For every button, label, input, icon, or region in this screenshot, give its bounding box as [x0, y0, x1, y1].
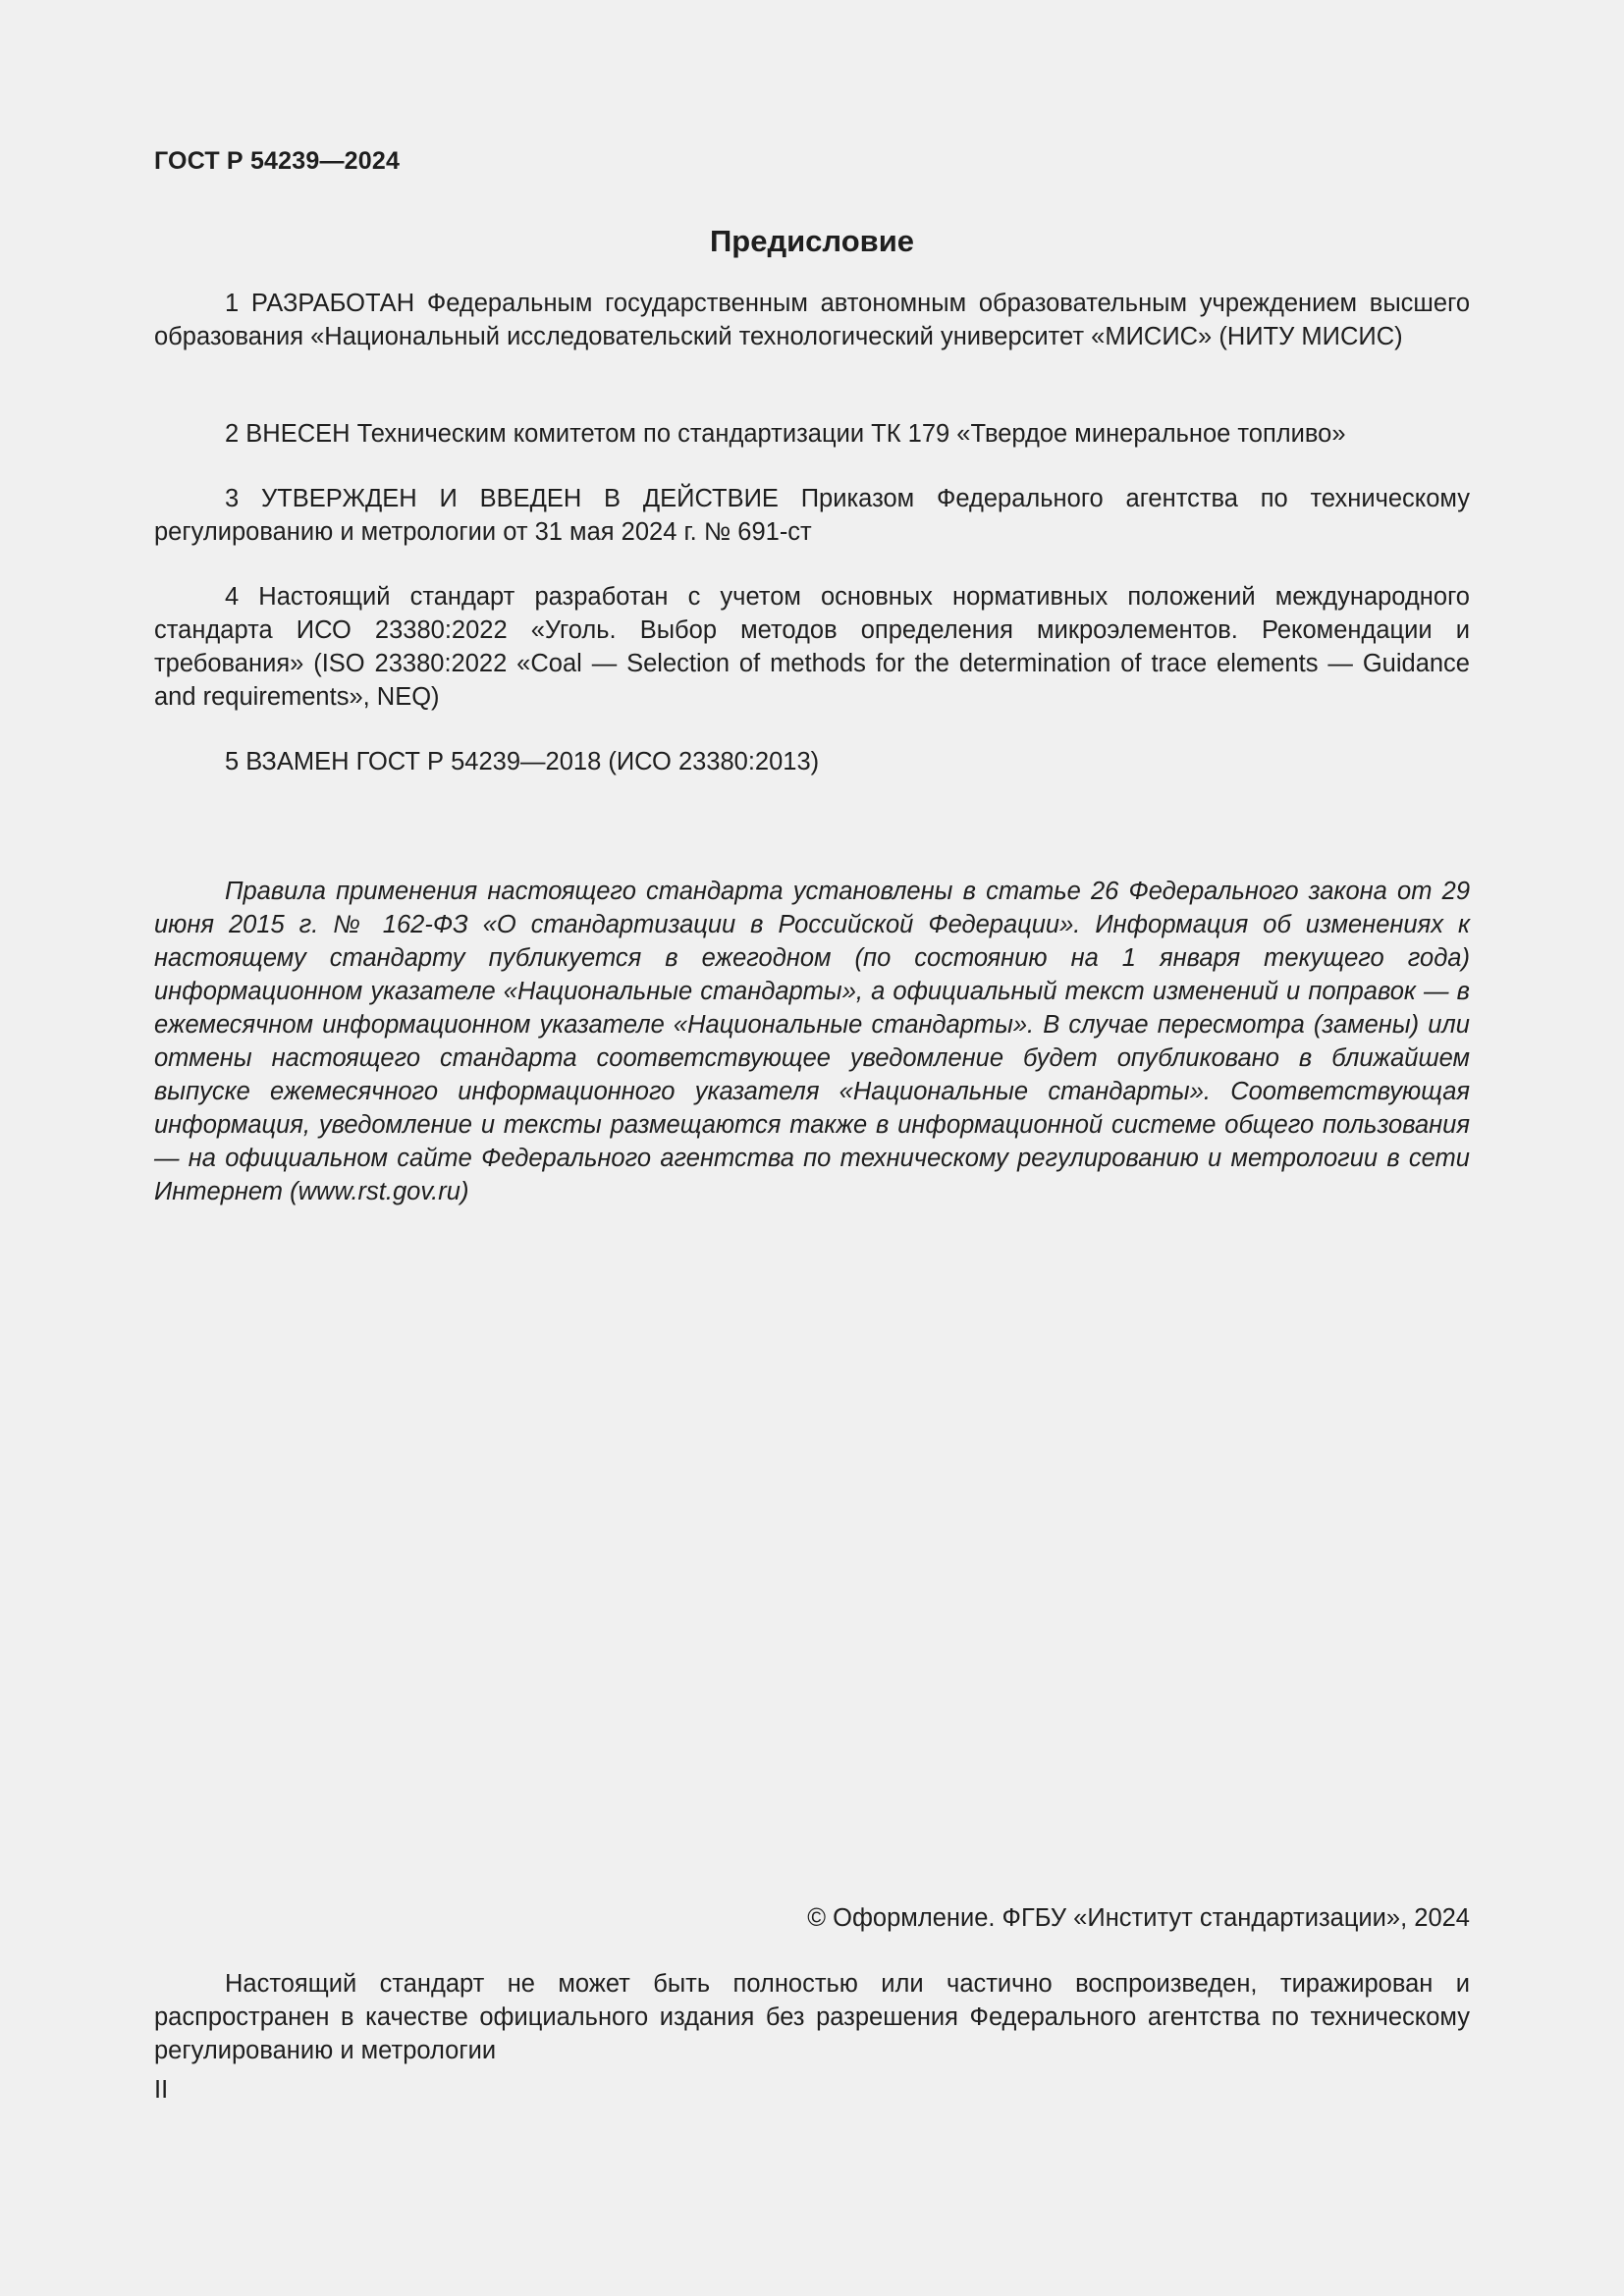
page-number: II [154, 2076, 169, 2104]
foreword-item-4: 4 Настоящий стандарт разработан с учетом основных нормативных положений международного стандарта ИСО 23380:2022 «Уголь. Выбор методов определения микроэлементов. Рекомендации и требования» (ISO 23380:2022 «Coal — Selection of methods for the determination of trace elements — Guidance and requirements», NEQ) [154, 583, 1470, 711]
foreword-item-3: 3 УТВЕРЖДЕН И ВВЕДЕН В ДЕЙСТВИЕ Приказом Федерального агентства по техническому регулированию и метрологии от 31 мая 2024 г. № 691-ст [154, 485, 1470, 546]
foreword-item-1: 1 РАЗРАБОТАН Федеральным государственным автономным образовательным учреждением высшего образования «Национальный исследовательский технологический университет «МИСИС» (НИТУ МИСИС) [154, 290, 1470, 350]
rules-notice: Правила применения настоящего стандарта установлены в статье 26 Федерального закона от 29 июня 2015 г. № 162-ФЗ «О стандартизации в Российской Федерации». Информация об изменениях к настоящему стандарту публикуется в ежегодном (по состоянию на 1 января текущего года) информационном указателе «Национальные стандарты», а официальный текст изменений и поправок — в ежемесячном информационном указателе «Национальные стандарты». В случае пересмотра (замены) или отмены настоящего стандарта соответствующее уведомление будет опубликовано в ближайшем выпуске ежемесячного информационного указателя «Национальные стандарты». Соответствующая информация, уведомление и тексты размещаются также в информационной системе общего пользования — на официальном сайте Федерального агентства по техническому регулированию и метрологии в сети Интернет (www.rst.gov.ru) [154, 878, 1470, 1205]
page-title: Предисловие [709, 224, 914, 258]
foreword-item-5: 5 ВЗАМЕН ГОСТ Р 54239—2018 (ИСО 23380:2013) [225, 748, 820, 775]
foreword-item-2: 2 ВНЕСЕН Техническим комитетом по стандартизации ТК 179 «Твердое минеральное топливо» [225, 420, 1346, 448]
copyright-line: © Оформление. ФГБУ «Институт стандартизации», 2024 [807, 1904, 1470, 1932]
standard-code: ГОСТ Р 54239—2024 [154, 147, 401, 175]
reproduction-notice: Настоящий стандарт не может быть полностью или частично воспроизведен, тиражирован и распространен в качестве официального издания без разрешения Федерального агентства по техническому регулированию и метрологии [154, 1970, 1470, 2064]
